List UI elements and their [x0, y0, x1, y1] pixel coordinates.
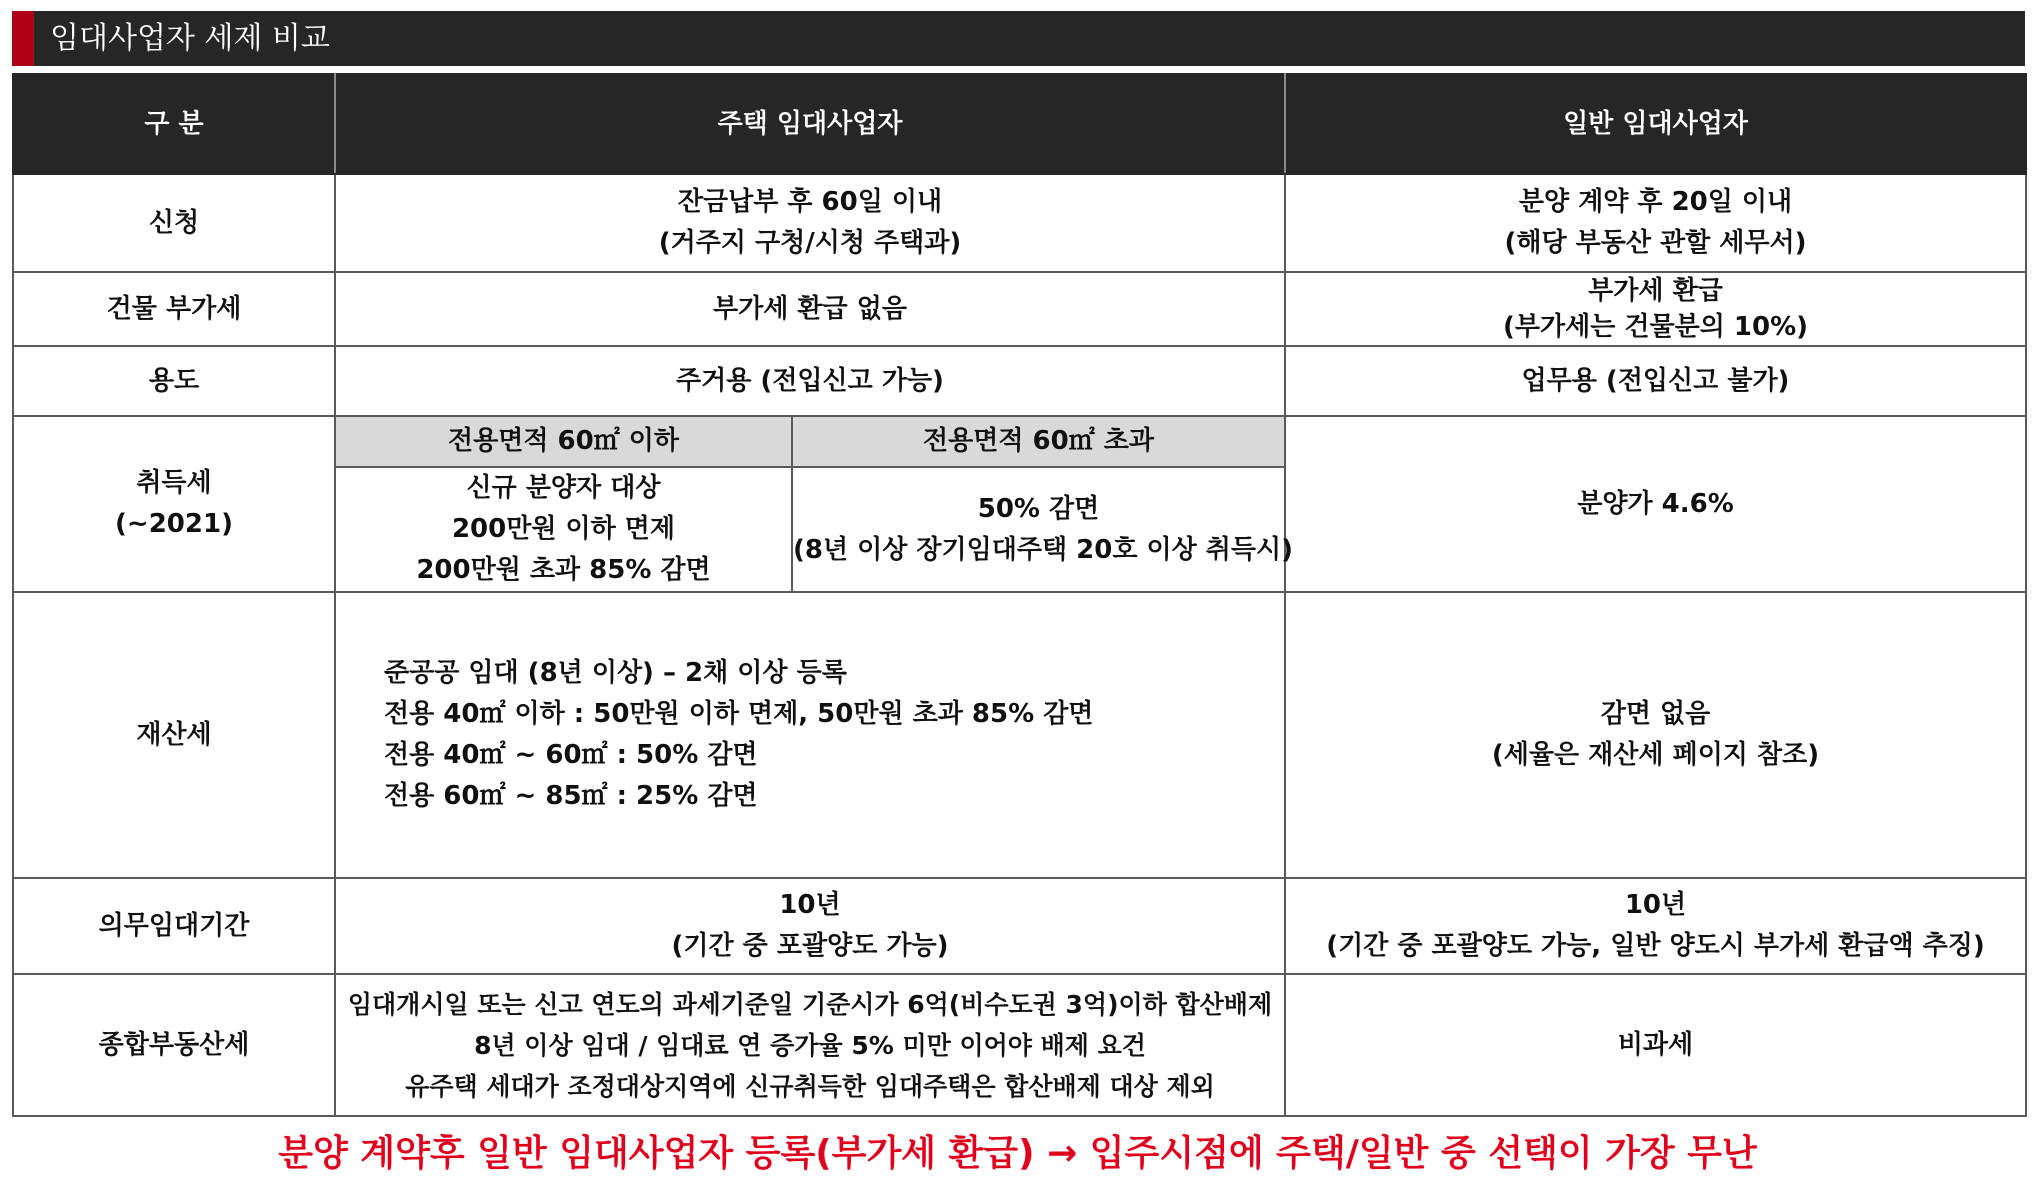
table-header-row: [13, 74, 2026, 174]
row-label-apply: 신청: [13, 174, 335, 272]
acquisition-subheader-row: [336, 417, 1284, 467]
row-label-comprehensive: 종합부동산세: [13, 974, 335, 1116]
cell-line: 50% 감면: [977, 493, 1100, 524]
row-label-property: 재산세: [13, 592, 335, 878]
cell-line: 신규 분양자 대상: [466, 473, 661, 503]
cell-line: 분양 계약 후 20일 이내: [1518, 187, 1793, 217]
row-label-acquisition: [13, 416, 335, 592]
acquisition-subvalue-row: [336, 467, 1284, 591]
cell-comprehensive-general: 비과세: [1285, 974, 2026, 1116]
title-accent-bar: [12, 11, 34, 66]
table-row-use: [13, 346, 2026, 416]
title-bar: [12, 11, 2025, 66]
cell-line: (해당 부동산 관할 세무서): [1504, 228, 1807, 258]
row-label-lease-period: 의무임대기간: [13, 878, 335, 974]
table-row-vat: [13, 272, 2026, 346]
cell-line: 유주택 세대가 조정대상지역에 신규취득한 임대주택은 합산배제 대상 제외: [405, 1071, 1215, 1101]
row-label-vat: 건물 부가세: [13, 272, 335, 346]
cell-line: 200만원 초과 85% 감면: [416, 555, 711, 585]
cell-property-housing: [335, 592, 1285, 878]
cell-comprehensive-housing: [335, 974, 1285, 1116]
cell-line: 10년: [1624, 890, 1687, 920]
cell-acquisition-under-60: [336, 467, 792, 591]
row-label-use: 용도: [13, 346, 335, 416]
cell-line: (8년 이상 장기임대주택 20호 이상 취득시): [793, 534, 1294, 565]
cell-use-general: 업무용 (전입신고 불가): [1285, 346, 2026, 416]
acquisition-subtable: [336, 417, 1294, 591]
table-row-property: [13, 592, 2026, 878]
cell-line: 감면 없음: [1600, 699, 1711, 729]
subheader-over-60: 전용면적 60㎡ 초과: [792, 417, 1284, 467]
cell-line: 취득세: [136, 468, 212, 498]
subheader-under-60: 전용면적 60㎡ 이하: [336, 417, 792, 467]
cell-line: 임대개시일 또는 신고 연도의 과세기준일 기준시가 6억(비수도권 3억)이하 합산배제: [347, 989, 1273, 1019]
cell-line: (세율은 재산세 페이지 참조): [1491, 740, 1820, 770]
cell-line: 부가세 환급: [1588, 276, 1723, 306]
cell-line: 준공공 임대 (8년 이상) – 2채 이상 등록: [384, 658, 847, 688]
cell-lease-period-housing: [335, 878, 1285, 974]
cell-line: 전용 40㎡ 이하 : 50만원 이하 면제, 50만원 초과 85% 감면: [384, 699, 1094, 729]
cell-property-general: [1285, 592, 2026, 878]
cell-line: 전용 60㎡ ~ 85㎡ : 25% 감면: [384, 781, 758, 811]
table-row-lease-period: [13, 878, 2026, 974]
cell-acquisition-housing: [335, 416, 1294, 592]
cell-line: (거주지 구청/시청 주택과): [658, 228, 962, 258]
cell-line: (부가세는 건물분의 10%): [1502, 312, 1809, 342]
cell-line: (기간 중 포괄양도 가능): [671, 931, 949, 961]
cell-vat-general: [1285, 272, 2026, 346]
cell-apply-general: [1285, 174, 2026, 272]
cell-acquisition-over-60: [792, 467, 1294, 591]
cell-vat-housing: 부가세 환급 없음: [335, 272, 1285, 346]
cell-line: (~2021): [115, 509, 233, 539]
comparison-table: [12, 73, 2027, 1117]
page-title: 임대사업자 세제 비교: [50, 21, 330, 56]
cell-apply-housing: [335, 174, 1285, 272]
cell-line: 전용 40㎡ ~ 60㎡ : 50% 감면: [384, 740, 758, 770]
cell-lease-period-general: [1285, 878, 2026, 974]
table-row-acquisition: [13, 416, 2026, 592]
table-row-apply: [13, 174, 2026, 272]
cell-use-housing: 주거용 (전입신고 가능): [335, 346, 1285, 416]
header-housing-landlord: 주택 임대사업자: [335, 74, 1285, 174]
footer-recommendation: 분양 계약후 일반 임대사업자 등록(부가세 환급) → 입주시점에 주택/일반 중 선택이 가장 무난: [278, 1133, 1757, 1174]
cell-line: 200만원 이하 면제: [451, 514, 676, 544]
table-row-comprehensive: [13, 974, 2026, 1116]
header-category: 구 분: [13, 74, 335, 174]
cell-line: 8년 이상 임대 / 임대료 연 증가율 5% 미만 이어야 배제 요건: [474, 1030, 1146, 1060]
cell-line: 잔금납부 후 60일 이내: [677, 187, 943, 217]
cell-acquisition-general: 분양가 4.6%: [1285, 416, 2026, 592]
header-general-landlord: 일반 임대사업자: [1285, 74, 2026, 174]
cell-line: (기간 중 포괄양도 가능, 일반 양도시 부가세 환급액 추징): [1326, 931, 1985, 961]
cell-line: 10년: [779, 890, 841, 920]
